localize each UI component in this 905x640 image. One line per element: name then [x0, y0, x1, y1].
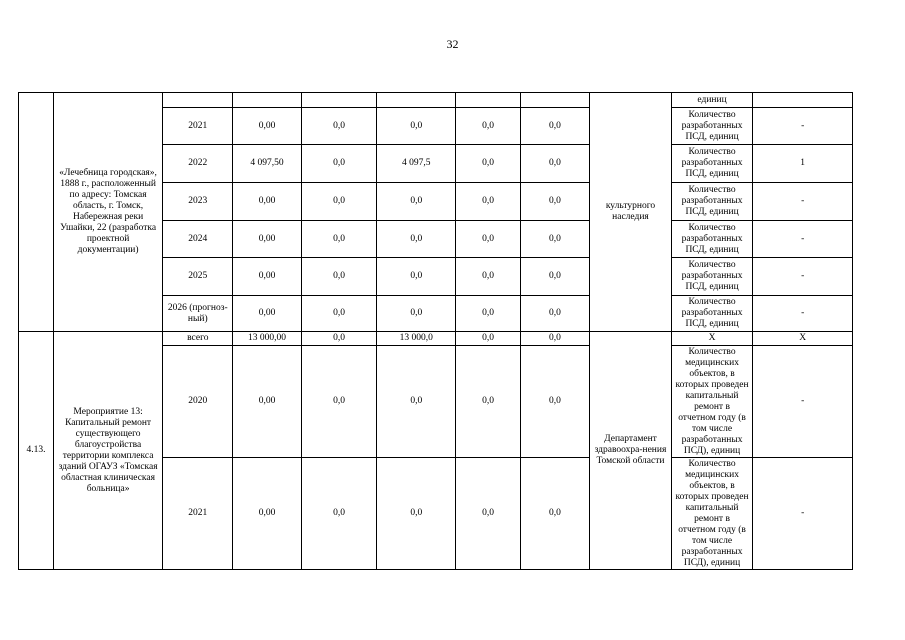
value-cell: 0,0 — [377, 296, 456, 332]
value-cell: 0,0 — [301, 458, 377, 570]
indicator-value-cell: - — [752, 221, 853, 258]
indicator-cell: Количество медицинских объектов, в которых проведен капитальный ремонт в отчетном году (в том числе разработанных ПСД), единиц — [672, 346, 753, 458]
total-cell: 0,00 — [233, 458, 301, 570]
indicator-value-cell: - — [752, 296, 853, 332]
budget-table — [18, 92, 905, 570]
year-cell — [163, 93, 233, 108]
value-cell — [521, 93, 590, 108]
value-cell: 0,0 — [456, 258, 521, 296]
year-cell: 2025 — [163, 258, 233, 296]
indicator-value-cell: 1 — [752, 145, 853, 183]
value-cell: 0,0 — [377, 346, 456, 458]
indicator-value-cell: X — [752, 332, 853, 346]
total-cell — [233, 93, 301, 108]
value-cell: 0,0 — [301, 258, 377, 296]
value-cell: 13 000,0 — [377, 332, 456, 346]
indicator-cell: Количество разработанных ПСД, единиц — [672, 145, 753, 183]
value-cell — [377, 93, 456, 108]
value-cell — [456, 93, 521, 108]
total-cell: 0,00 — [233, 221, 301, 258]
value-cell: 4 097,5 — [377, 145, 456, 183]
year-cell: 2022 — [163, 145, 233, 183]
value-cell: 0,0 — [377, 221, 456, 258]
value-cell — [301, 93, 377, 108]
total-cell: 13 000,00 — [233, 332, 301, 346]
department-cell: культурного наследия — [589, 93, 672, 332]
value-cell: 0,0 — [521, 258, 590, 296]
value-cell: 0,0 — [301, 145, 377, 183]
item-number: 4.13. — [19, 332, 54, 570]
value-cell: 0,0 — [301, 346, 377, 458]
value-cell: 0,0 — [301, 108, 377, 145]
indicator-value-cell: - — [752, 183, 853, 221]
year-cell: 2023 — [163, 183, 233, 221]
object-name: «Лечебница городская», 1888 г., расположенный по адресу: Томская область, г. Томск, Набережная реки Ушайки, 22 (разработка проектной документации) — [54, 93, 163, 332]
indicator-cell: единиц — [672, 93, 753, 108]
value-cell: 0,0 — [377, 183, 456, 221]
value-cell: 0,0 — [301, 332, 377, 346]
value-cell: 0,0 — [377, 258, 456, 296]
measure-name: Мероприятие 13: Капитальный ремонт существующего благоустройства территории комплекса зданий ОГАУЗ «Томская областная клиническая больница» — [54, 332, 163, 570]
value-cell: 0,0 — [456, 346, 521, 458]
value-cell: 0,0 — [301, 296, 377, 332]
value-cell: 0,0 — [456, 221, 521, 258]
indicator-cell: Количество разработанных ПСД, единиц — [672, 108, 753, 145]
value-cell: 0,0 — [377, 108, 456, 145]
indicator-cell: Количество разработанных ПСД, единиц — [672, 258, 753, 296]
page-number: 32 — [446, 37, 459, 51]
indicator-value-cell: - — [752, 258, 853, 296]
value-cell: 0,0 — [301, 221, 377, 258]
value-cell: 0,0 — [521, 183, 590, 221]
total-cell: 0,00 — [233, 108, 301, 145]
value-cell: 0,0 — [521, 332, 590, 346]
total-cell: 0,00 — [233, 258, 301, 296]
value-cell: 0,0 — [521, 221, 590, 258]
indicator-value-cell: - — [752, 346, 853, 458]
indicator-cell: Количество разработанных ПСД, единиц — [672, 296, 753, 332]
year-cell: 2021 — [163, 108, 233, 145]
indicator-value-cell — [752, 93, 853, 108]
year-cell: 2026 (прогноз-ный) — [163, 296, 233, 332]
value-cell: 0,0 — [377, 458, 456, 570]
value-cell: 0,0 — [521, 458, 590, 570]
total-cell: 0,00 — [233, 346, 301, 458]
year-cell: всего — [163, 332, 233, 346]
table-row — [19, 93, 905, 108]
value-cell: 0,0 — [521, 296, 590, 332]
value-cell: 0,0 — [456, 296, 521, 332]
item-number-cell — [19, 93, 54, 332]
department-cell: Департамент здравоохра-нения Томской области — [589, 332, 672, 570]
value-cell: 0,0 — [301, 183, 377, 221]
total-cell: 0,00 — [233, 296, 301, 332]
value-cell: 0,0 — [521, 145, 590, 183]
year-cell: 2021 — [163, 458, 233, 570]
indicator-value-cell: - — [752, 458, 853, 570]
total-cell: 0,00 — [233, 183, 301, 221]
value-cell: 0,0 — [456, 108, 521, 145]
year-cell: 2020 — [163, 346, 233, 458]
value-cell: 0,0 — [456, 145, 521, 183]
indicator-value-cell: - — [752, 108, 853, 145]
indicator-cell: Количество разработанных ПСД, единиц — [672, 183, 753, 221]
value-cell: 0,0 — [521, 346, 590, 458]
value-cell: 0,0 — [456, 458, 521, 570]
total-cell: 4 097,50 — [233, 145, 301, 183]
indicator-cell: X — [672, 332, 753, 346]
table-row — [19, 332, 905, 346]
indicator-cell: Количество разработанных ПСД, единиц — [672, 221, 753, 258]
value-cell: 0,0 — [521, 108, 590, 145]
year-cell: 2024 — [163, 221, 233, 258]
value-cell: 0,0 — [456, 183, 521, 221]
value-cell: 0,0 — [456, 332, 521, 346]
indicator-cell: Количество медицинских объектов, в которых проведен капитальный ремонт в отчетном году (в том числе разработанных ПСД), единиц — [672, 458, 753, 570]
